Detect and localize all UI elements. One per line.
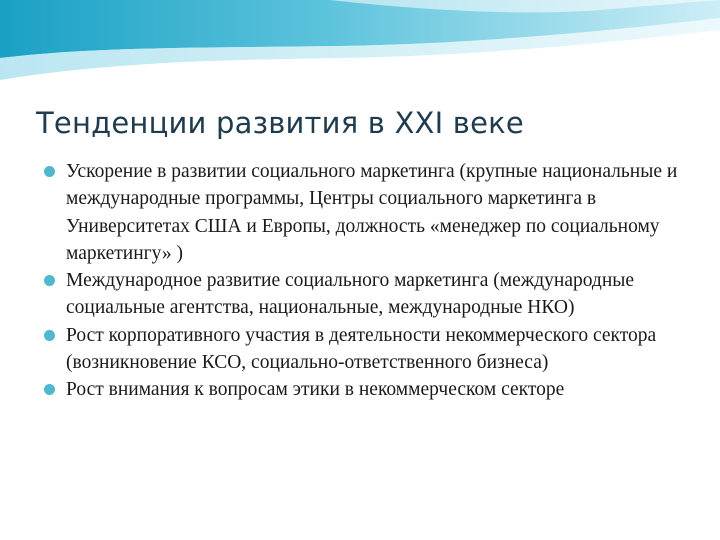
bullet-icon	[44, 166, 55, 177]
bullet-text: Рост внимания к вопросам этики в некоммерческом секторе	[66, 379, 565, 401]
list-item	[44, 322, 704, 377]
bullet-icon	[44, 330, 55, 341]
page-title: Тенденции развития в XXI веке	[36, 106, 524, 140]
bullet-icon	[44, 384, 55, 395]
bullet-text: Ускорение в развитии социального маркетинга (крупные национальные и международные программы, Центры социального маркетинга в Университетах США и Европы, должность «менеджер по социальному маркетингу» )	[66, 161, 678, 264]
bullet-text: Рост корпоративного участия в деятельности некоммерческого сектора (возникновение КСО, социально-ответственного бизнеса)	[66, 324, 657, 374]
list-item	[44, 158, 704, 267]
header-wave-decoration	[0, 0, 720, 90]
bullet-icon	[44, 275, 55, 286]
list-item	[44, 376, 704, 403]
bullet-text: Международное развитие социального маркетинга (международные социальные агентства, национальные, международные НКО)	[66, 270, 635, 319]
bullet-list	[44, 158, 704, 404]
list-item	[44, 267, 704, 322]
